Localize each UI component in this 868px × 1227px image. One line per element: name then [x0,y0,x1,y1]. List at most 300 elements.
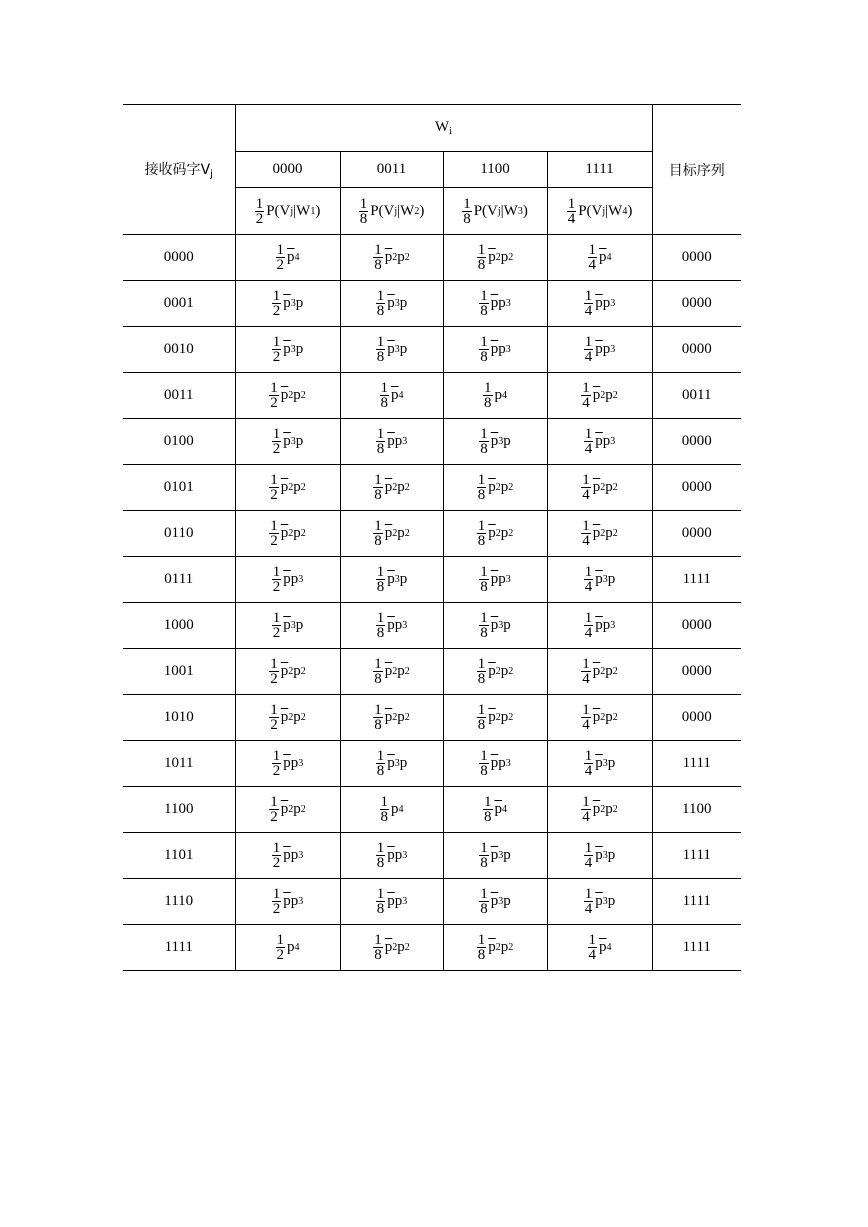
exponent: 2 [612,666,618,677]
probability-cell [340,465,443,511]
fraction [479,427,489,456]
fraction [477,243,487,272]
cell-formula [276,243,300,272]
exponent: 3 [602,850,608,861]
probability-expression [595,571,615,588]
probability-cell [443,695,547,741]
fraction-denominator: 8 [359,210,368,227]
probability-cell [340,879,443,925]
probability-cell [547,419,652,465]
cell-formula [588,243,612,272]
fraction-denominator: 8 [480,625,488,641]
fraction-numerator: 1 [374,242,382,258]
probability-expression [488,663,513,680]
fraction-denominator: 2 [255,210,264,227]
probability-expression [595,893,615,910]
formula-text: P(V [578,202,603,219]
probability-cell [340,281,443,327]
probability-cell [443,327,547,373]
fraction-denominator: 4 [588,257,596,273]
fraction [269,519,279,548]
exponent: 2 [508,666,514,677]
fraction-denominator: 8 [376,441,385,457]
probability-expression [599,249,612,266]
table-row [123,741,741,787]
exponent: 2 [392,252,398,263]
fraction [269,657,279,686]
fraction-denominator: 2 [272,441,281,457]
fraction-numerator: 1 [582,380,590,396]
formula-text: P(V [473,202,498,219]
fraction-numerator: 1 [480,334,488,350]
fraction-numerator: 1 [584,426,593,442]
p-symbol: p [607,847,616,863]
p-bar-symbol: $\overline{p}$ [387,847,395,863]
exponent: 2 [288,666,294,677]
fraction-denominator: 2 [272,763,281,779]
p-bar-symbol: $\overline{p}$ [384,709,393,725]
exponent: 2 [392,942,398,953]
p-symbol: p [605,525,613,541]
probability-cell [443,557,547,603]
cell-formula [581,473,618,502]
fraction [373,933,383,962]
formula-text: |W [500,202,518,219]
fraction-denominator: 8 [380,809,388,825]
probability-expression [495,801,508,818]
formula-sub: j [497,205,501,217]
p-bar-symbol: $\overline{p}$ [387,893,395,909]
fraction [581,519,591,548]
fraction-denominator: 8 [463,210,471,227]
fraction-denominator: 2 [272,855,281,871]
fraction-numerator: 1 [480,564,488,580]
cell-formula [584,841,616,870]
fraction [462,197,472,226]
fraction-numerator: 1 [480,426,488,442]
fraction-denominator: 8 [480,349,488,365]
probability-cell [547,925,652,971]
probability-expression [387,893,407,910]
probability-expression [488,709,513,726]
exponent: 4 [606,252,612,263]
p-symbol: p [295,433,304,449]
p-bar-symbol: $\overline{p}$ [280,709,289,725]
fraction-numerator: 1 [272,426,281,442]
fraction-numerator: 1 [584,748,593,764]
probability-cell [340,235,443,281]
fraction-denominator: 8 [376,579,385,595]
p-bar-symbol: $\overline{p}$ [490,847,499,863]
target-sequence-cell: 0000 [652,419,741,465]
table-body [123,105,741,971]
p-bar-symbol: $\overline{p}$ [283,617,291,633]
p-bar-symbol: $\overline{p}$ [280,801,289,817]
target-sequence-cell: 0000 [652,465,741,511]
p-bar-symbol: $\overline{p}$ [490,755,499,771]
probability-cell [547,833,652,879]
exponent: 2 [288,712,294,723]
probability-expression [488,525,513,542]
received-codeword-cell: 1011 [123,741,235,787]
probability-expression [491,341,511,358]
fraction [584,565,594,594]
received-codeword-cell: 0010 [123,327,235,373]
probability-cell [443,833,547,879]
fraction-denominator: 8 [374,947,382,963]
cell-formula [584,611,616,640]
fraction [373,703,383,732]
fraction-denominator: 4 [584,855,593,871]
probability-cell [235,603,340,649]
p-bar-symbol: $\overline{p}$ [283,847,291,863]
formula-text: ) [315,202,321,219]
cell-formula [272,565,304,594]
fraction-numerator: 1 [477,518,486,534]
fraction-numerator: 1 [484,794,492,810]
probability-cell [235,557,340,603]
p-bar-symbol: $\overline{p}$ [488,939,496,955]
probability-expression [283,433,303,450]
p-bar-symbol: $\overline{p}$ [387,755,395,771]
exponent: 2 [300,482,306,493]
fraction [376,565,386,594]
probability-cell [547,281,652,327]
p-bar-symbol: $\overline{p}$ [488,525,496,541]
fraction-denominator: 8 [374,671,382,687]
cell-formula [269,381,306,410]
probability-cell [235,649,340,695]
cell-formula [584,565,616,594]
exponent: 2 [495,712,501,723]
exponent: 2 [508,528,514,539]
fraction-numerator: 1 [584,334,593,350]
probability-cell [443,373,547,419]
exponent: 3 [602,896,608,907]
fraction-denominator: 8 [374,487,382,503]
probability-expression [595,755,615,772]
p-symbol: p [498,295,506,311]
fraction-numerator: 1 [380,794,388,810]
received-codeword-cell: 0110 [123,511,235,557]
probability-cell [443,511,547,557]
fraction-denominator: 8 [477,487,486,503]
probability-expression [281,663,306,680]
received-codeword-cell: 1010 [123,695,235,741]
fraction [373,519,383,548]
fraction-numerator: 1 [374,702,382,718]
cell-formula [272,611,304,640]
fraction [584,611,594,640]
fraction-denominator: 4 [582,395,590,411]
probability-expression [491,755,511,772]
fraction [483,795,493,824]
p-bar-symbol: $\overline{p}$ [490,341,499,357]
cell-formula [376,887,408,916]
table-row [123,925,741,971]
exponent: 3 [610,436,616,447]
formula-text: ) [627,202,633,219]
p-bar-symbol: $\overline{p}$ [384,663,393,679]
probability-expression [283,893,303,910]
probability-cell [340,419,443,465]
p-bar-symbol: $\overline{p}$ [280,387,289,403]
formula-sub: j [290,205,294,217]
fraction [380,795,390,824]
cell-formula [479,749,511,778]
p-bar-symbol: $\overline{p}$ [384,939,393,955]
exponent: 3 [505,758,511,769]
exponent: 4 [398,390,404,401]
p-bar-symbol: $\overline{p}$ [283,295,291,311]
table-row [123,281,741,327]
cell-formula [376,289,408,318]
cell-formula [581,795,618,824]
exponent: 3 [610,620,616,631]
p-bar-symbol: $\overline{p}$ [592,479,601,495]
exponent: 3 [610,344,616,355]
fraction-numerator: 1 [480,886,488,902]
p-symbol: p [605,387,613,403]
probability-cell [235,879,340,925]
probability-cell [340,557,443,603]
exponent: 3 [498,896,504,907]
p-symbol: p [394,617,403,633]
probability-expression [385,663,410,680]
fraction-denominator: 8 [484,395,492,411]
fraction [477,933,487,962]
exponent: 2 [404,666,410,677]
probability-expression [281,479,306,496]
probability-expression [387,617,407,634]
probability-cell [340,787,443,833]
exponent: 2 [300,712,306,723]
probability-cell [340,925,443,971]
exponent: 4 [294,942,300,953]
p-symbol: p [293,709,301,725]
probability-expression [488,249,513,266]
p-symbol: p [290,893,299,909]
exponent: 2 [600,482,606,493]
probability-cell [547,741,652,787]
exponent: 3 [394,574,400,585]
p-symbol: p [607,893,616,909]
cell-formula [269,657,306,686]
p-bar-symbol: $\overline{p}$ [592,663,601,679]
p-bar-symbol: $\overline{p}$ [490,571,499,587]
fraction-numerator: 1 [480,610,488,626]
target-sequence-cell: 0000 [652,695,741,741]
fraction-numerator: 1 [477,472,486,488]
cell-formula [477,933,514,962]
formula-header [340,188,443,235]
p-symbol: p [391,801,399,817]
formula-sub: j [602,205,606,217]
fraction-numerator: 1 [272,748,281,764]
table-row [123,603,741,649]
fraction [376,289,386,318]
row-label-text: 接收码字 [144,162,201,178]
fraction-denominator: 2 [272,303,281,319]
probability-cell [443,465,547,511]
fraction [255,197,265,226]
table-row [123,833,741,879]
probability-expression [283,341,303,358]
probability-cell [235,465,340,511]
probability-expression [385,709,410,726]
exponent: 2 [600,712,606,723]
fraction [359,197,369,226]
fraction-denominator: 4 [584,763,593,779]
p-bar-symbol: $\overline{p}$ [595,571,603,587]
table-row [123,235,741,281]
exponent: 2 [392,712,398,723]
table-row [123,327,741,373]
fraction [588,933,598,962]
probability-expression [283,847,303,864]
exponent: 3 [602,574,608,585]
p-bar-symbol: $\overline{p}$ [595,755,603,771]
fraction-denominator: 8 [376,763,385,779]
fraction [584,841,594,870]
exponent: 2 [495,666,501,677]
p-bar-symbol: $\overline{p}$ [595,295,603,311]
exponent: 2 [404,528,410,539]
exponent: 2 [288,804,294,815]
fraction [479,289,489,318]
probability-cell [443,603,547,649]
p-bar-symbol: $\overline{p}$ [595,617,603,633]
table-row [123,695,741,741]
probability-expression [387,847,407,864]
exponent: 2 [404,712,410,723]
fraction-denominator: 4 [582,717,590,733]
fraction-denominator: 8 [376,855,385,871]
p-symbol: p [605,801,613,817]
probability-expression [387,755,407,772]
cell-formula [380,795,404,824]
p-symbol: p [397,249,405,265]
p-symbol: p [498,571,506,587]
probability-cell [235,235,340,281]
fraction-denominator: 4 [584,901,593,917]
formula-text: P(V [370,202,395,219]
exponent: 3 [402,896,408,907]
cell-formula [483,381,507,410]
cell-formula [376,427,408,456]
fraction [581,703,591,732]
probability-expression [391,801,404,818]
fraction-numerator: 1 [480,748,488,764]
fraction-denominator: 2 [276,257,284,273]
fraction [272,611,282,640]
exponent: 3 [298,896,304,907]
exponent: 2 [300,804,306,815]
p-symbol: p [503,893,511,909]
cell-formula [477,657,514,686]
target-sequence-cell: 0000 [652,511,741,557]
exponent: 3 [505,344,511,355]
probability-expression [488,479,513,496]
p-symbol: p [290,847,299,863]
exponent: 3 [402,850,408,861]
exponent: 2 [392,528,398,539]
cell-formula [380,381,404,410]
exponent: 2 [508,482,514,493]
probability-expression [491,295,511,312]
fraction-denominator: 8 [477,947,486,963]
probability-cell [547,511,652,557]
cell-formula [477,519,514,548]
formula-sub: 2 [414,205,420,217]
probability-expression [283,755,303,772]
fraction-numerator: 1 [584,840,593,856]
p-bar-symbol: $\overline{p}$ [494,801,502,817]
probability-cell [547,695,652,741]
exponent: 2 [612,712,618,723]
fraction-denominator: 4 [582,533,590,549]
cell-formula [584,887,616,916]
fraction [584,887,594,916]
fraction-denominator: 8 [477,717,486,733]
formula [359,197,425,226]
fraction-denominator: 4 [582,671,590,687]
group-label-sub: i [449,126,452,137]
cell-formula [584,289,616,318]
cell-formula [272,427,304,456]
fraction-numerator: 1 [376,426,385,442]
fraction-numerator: 1 [582,472,590,488]
fraction [272,565,282,594]
cell-formula [373,933,410,962]
formula-text: |W [293,202,311,219]
fraction [272,887,282,916]
probability-expression [283,617,303,634]
fraction [376,749,386,778]
cell-formula [581,381,618,410]
p-symbol: p [503,433,511,449]
fraction [269,795,279,824]
fraction [479,611,489,640]
target-header: 目标序列 [652,105,741,235]
exponent: 3 [402,620,408,631]
formula-sub: j [394,205,398,217]
fraction [477,519,487,548]
cell-formula [272,841,304,870]
probability-expression [387,571,407,588]
fraction-numerator: 1 [588,242,596,258]
exponent: 2 [495,942,501,953]
cell-formula [376,611,408,640]
codeword-header: 0011 [340,152,443,188]
p-symbol: p [295,341,304,357]
exponent: 3 [298,758,304,769]
probability-expression [593,387,618,404]
exponent: 2 [392,666,398,677]
fraction [376,611,386,640]
fraction-denominator: 8 [376,901,385,917]
probability-expression [495,387,508,404]
codeword-group-header [235,105,652,152]
formula-header [235,188,340,235]
fraction-denominator: 4 [584,349,593,365]
fraction-numerator: 1 [463,195,471,212]
probability-expression [283,295,303,312]
fraction-numerator: 1 [255,195,264,212]
fraction-denominator: 2 [270,717,278,733]
table-row [123,557,741,603]
probability-expression [287,249,300,266]
